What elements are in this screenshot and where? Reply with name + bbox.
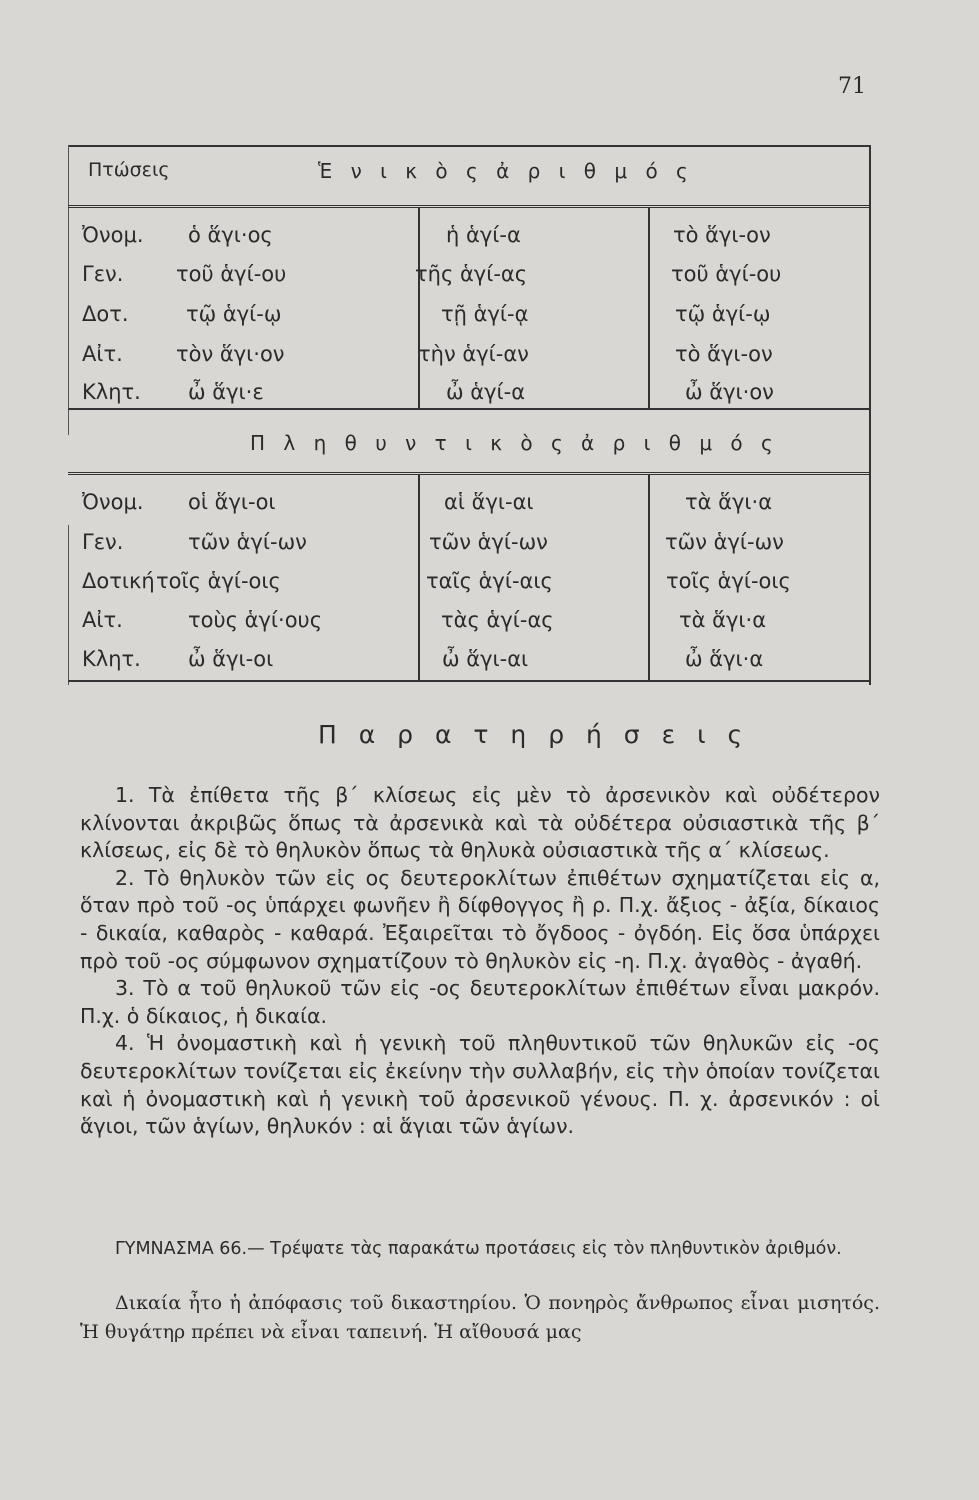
exercise-block <box>80 1237 880 1262</box>
sg-fem-3: τῇ ἁγί-ᾳ <box>441 302 529 326</box>
sg-fem-4: τὴν ἁγί-αν <box>418 342 529 366</box>
sg-fem-2: τῆς ἁγί-ας <box>415 262 528 286</box>
note-paragraph-1: 1. Τὰ ἐπίθετα τῆς β΄ κλίσεως εἰς μὲν τὸ ἀρσενικὸν καὶ οὐδέτερον κλίνονται ἀκριβῶς ὅπως τὰ ἀρσενικὰ καὶ τὰ οὐδέτερα οὐσιαστικὰ τῆς β΄ κλίσεως, εἰς δὲ τὸ θηλυκὸν ὅπως τὰ θηλυκὰ οὐσιαστικὰ τῆς α΄ κλίσεως. <box>80 783 880 863</box>
sg-case-4: Αἰτ. <box>82 342 123 366</box>
pl-case-4: Αἰτ. <box>82 608 123 632</box>
notes-body <box>80 782 880 1141</box>
pl-masc-5: ὦ ἅγι-οι <box>188 647 274 671</box>
pl-neut-3: τοῖς ἁγί-οις <box>666 569 791 593</box>
cases-header: Πτώσεις <box>88 159 170 181</box>
plural-header-rule <box>68 472 871 475</box>
pl-masc-3: τοῖς ἁγί-οις <box>156 569 281 593</box>
sg-masc-4: τὸν ἅγι·ον <box>176 342 285 366</box>
pl-fem-4: τὰς ἁγί-ας <box>441 608 554 632</box>
note-paragraph-4: 4. Ἡ ὀνομαστικὴ καὶ ἡ γενικὴ τοῦ πληθυντικοῦ τῶν θηλυκῶν εἰς -ος δευτεροκλίτων τονίζεται εἰς ἐκείνην τὴν συλλαβήν, εἰς τὴν ὁποίαν τονίζεται καὶ ἡ ὀνομαστικὴ καὶ ἡ γενικὴ τοῦ ἀρσενικοῦ γένους. Π. χ. ἀρσενικόν : οἱ ἅγιοι, τῶν ἁγίων, θηλυκόν : αἱ ἅγιαι τῶν ἁγίων. <box>80 1031 880 1139</box>
sg-neut-4: τὸ ἅγι-ον <box>675 342 773 366</box>
sg-masc-3: τῷ ἁγί-ῳ <box>186 302 282 326</box>
note-paragraph-2: 2. Τὸ θηλυκὸν τῶν εἰς ος δευτεροκλίτων ἐπιθέτων σχηματίζεται εἰς α, ὅταν πρὸ τοῦ -ος ὑπάρχει φωνῆεν ἢ δίφθογγος ἢ ρ. Π.χ. ἄξιος - ἀξία, δίκαιος - δικαία, καθαρὸς - καθαρά. Ἐξαιρεῖται τὸ ὄγδοος - ὀγδόη. Εἰς ὅσα ὑπάρχει πρὸ τοῦ -ος σύμφωνον σχηματίζουν τὸ θηλυκὸν εἰς -η. Π.χ. ἀγαθὸς - ἀγαθή. <box>80 865 880 973</box>
singular-header-rule <box>68 205 871 208</box>
sg-masc-5: ὦ ἅγι·ε <box>188 380 264 404</box>
sg-fem-5: ὦ ἁγί-α <box>446 380 526 404</box>
col-divider-4 <box>648 475 650 680</box>
sg-case-3: Δοτ. <box>82 302 129 326</box>
table-right-edge <box>869 145 871 685</box>
exercise-sentences-block <box>80 1289 880 1347</box>
col-divider-1 <box>418 208 420 408</box>
table-left-edge <box>68 145 69 435</box>
sg-case-2: Γεν. <box>82 262 124 286</box>
sg-neut-5: ὦ ἅγι·ον <box>685 380 774 404</box>
pl-fem-3: ταῖς ἁγί-αις <box>426 569 553 593</box>
pl-fem-1: αἱ ἅγι-αι <box>444 490 534 514</box>
exercise-sentences: Δικαία ἦτο ἡ ἀπόφασις τοῦ δικαστηρίου. Ὁ πονηρὸς ἄνθρωπος εἶναι μισητός. Ἡ θυγάτηρ πρέπει νὰ εἶναι ταπεινή. Ἡ αἴθουσά μας <box>80 1292 880 1343</box>
pl-neut-1: τὰ ἅγι·α <box>685 490 773 514</box>
table-left-edge-lower <box>68 525 69 685</box>
pl-case-2: Γεν. <box>82 530 124 554</box>
table-top-border <box>68 145 871 147</box>
note-paragraph-3: 3. Τὸ α τοῦ θηλυκοῦ τῶν εἰς -ος δευτεροκλίτων ἐπιθέτων εἶναι μακρόν. Π.χ. ὁ δίκαιος, ἡ δικαία. <box>80 976 880 1028</box>
pl-masc-2: τῶν ἁγί-ων <box>188 530 307 554</box>
pl-masc-4: τοὺς ἁγί·ους <box>188 608 323 632</box>
singular-bottom-rule <box>68 408 871 410</box>
sg-fem-1: ἡ ἁγί-α <box>446 223 521 247</box>
pl-fem-2: τῶν ἁγί-ων <box>429 530 548 554</box>
col-divider-2 <box>648 208 650 408</box>
sg-case-1: Ὀνομ. <box>82 223 144 247</box>
pl-neut-4: τὰ ἅγι·α <box>679 608 767 632</box>
pl-case-3: Δοτική <box>82 569 155 593</box>
pl-case-5: Κλητ. <box>82 647 141 671</box>
pl-fem-5: ὦ ἅγι-αι <box>442 647 529 671</box>
sg-neut-2: τοῦ ἁγί-ου <box>671 262 782 286</box>
pl-masc-1: οἱ ἅγι-οι <box>188 490 276 514</box>
sg-neut-3: τῷ ἁγί-ῳ <box>675 302 771 326</box>
singular-title: Ἑ ν ι κ ὸ ς ἀ ρ ι θ μ ό ς <box>318 159 694 183</box>
pl-neut-2: τῶν ἁγί-ων <box>665 530 784 554</box>
plural-bottom-rule <box>68 680 871 682</box>
sg-masc-1: ὁ ἅγι·ος <box>188 223 273 247</box>
declension-table <box>68 145 871 685</box>
exercise-instruction: ΓΥΜΝΑΣΜΑ 66.— Τρέψατε τὰς παρακάτω προτάσεις εἰς τὸν πληθυντικὸν ἀριθμόν. <box>115 1239 842 1259</box>
sg-case-5: Κλητ. <box>82 380 141 404</box>
pl-neut-5: ὦ ἅγι·α <box>685 647 764 671</box>
notes-heading: Π α ρ α τ η ρ ή σ ε ι ς <box>318 720 750 749</box>
page-number: 71 <box>838 74 866 99</box>
pl-case-1: Ὀνομ. <box>82 490 144 514</box>
plural-title: Π λ η θ υ ν τ ι κ ὸ ς ἀ ρ ι θ μ ό ς <box>250 431 779 455</box>
sg-neut-1: τὸ ἅγι-ον <box>673 223 771 247</box>
col-divider-3 <box>418 475 420 680</box>
sg-masc-2: τοῦ ἁγί-ου <box>176 262 287 286</box>
